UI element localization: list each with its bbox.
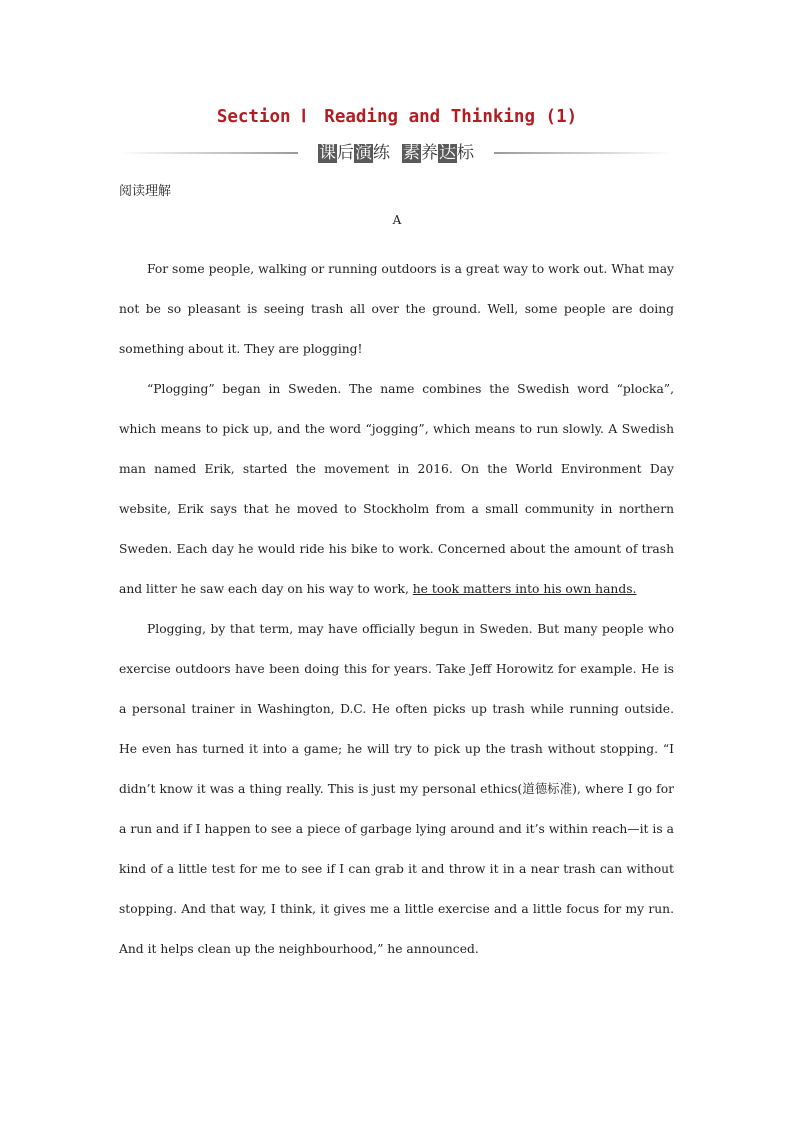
passage-body <box>119 249 674 969</box>
banner-char: 养 <box>421 143 438 163</box>
paragraph-3: Plogging, by that term, may have officially begun in Sweden. But many people who exercise outdoors have been doing this for years. Take Jeff Horowitz for example. He is a personal trainer in Washington, D.C. He often picks up trash while running outside. He even has turned it into a game; he will try to pick up the trash without stopping. “I didn’t know it was a thing really. This is just my personal ethics(道德标准), where I go for a run and if I happen to see a piece of garbage lying around and it’s within reach—it is a kind of a little test for me to see if I can grab it and throw it in a near trash can without stopping. And that way, I think, it gives me a little exercise and a little focus for my run. And it helps clean up the neighbourhood,” he announced. <box>119 622 674 956</box>
page-title <box>0 107 794 127</box>
underlined-phrase: he took matters into his own hands. <box>412 582 637 596</box>
banner-char-boxed: 达 <box>439 143 456 163</box>
banner-char-boxed: 素 <box>403 143 420 163</box>
banner-char-boxed: 演 <box>355 143 372 163</box>
banner-left-rule <box>118 152 298 154</box>
banner-char: 标 <box>457 143 474 163</box>
banner-right-rule <box>494 152 674 154</box>
banner-char-boxed: 课 <box>319 143 336 163</box>
section-number: Section Ⅰ <box>216 107 307 127</box>
section-banner <box>118 141 674 165</box>
banner-char: 练 <box>373 143 390 163</box>
section-title: Reading and Thinking (1) <box>324 107 578 127</box>
banner-char: 后 <box>337 143 354 163</box>
paragraph-1: For some people, walking or running outdoors is a great way to work out. What may not be so pleasant is seeing trash all over the ground. Well, some people are doing something about it. They are plogging! <box>119 262 674 356</box>
passage-label: A <box>392 213 402 227</box>
section-label: 阅读理解 <box>119 184 172 199</box>
paragraph-2 <box>119 369 674 609</box>
banner-label <box>308 141 484 165</box>
paragraph-2-text: “Plogging” began in Sweden. The name combines the Swedish word “plocka”, which means to pick up, and the word “jogging”, which means to run slowly. A Swedish man named Erik, started the movement in 2016. On the World Environment Day website, Erik says that he moved to Stockholm from a small community in northern Sweden. Each day he would ride his bike to work. Concerned about the amount of trash and litter he saw each day on his way to work, <box>119 382 674 596</box>
